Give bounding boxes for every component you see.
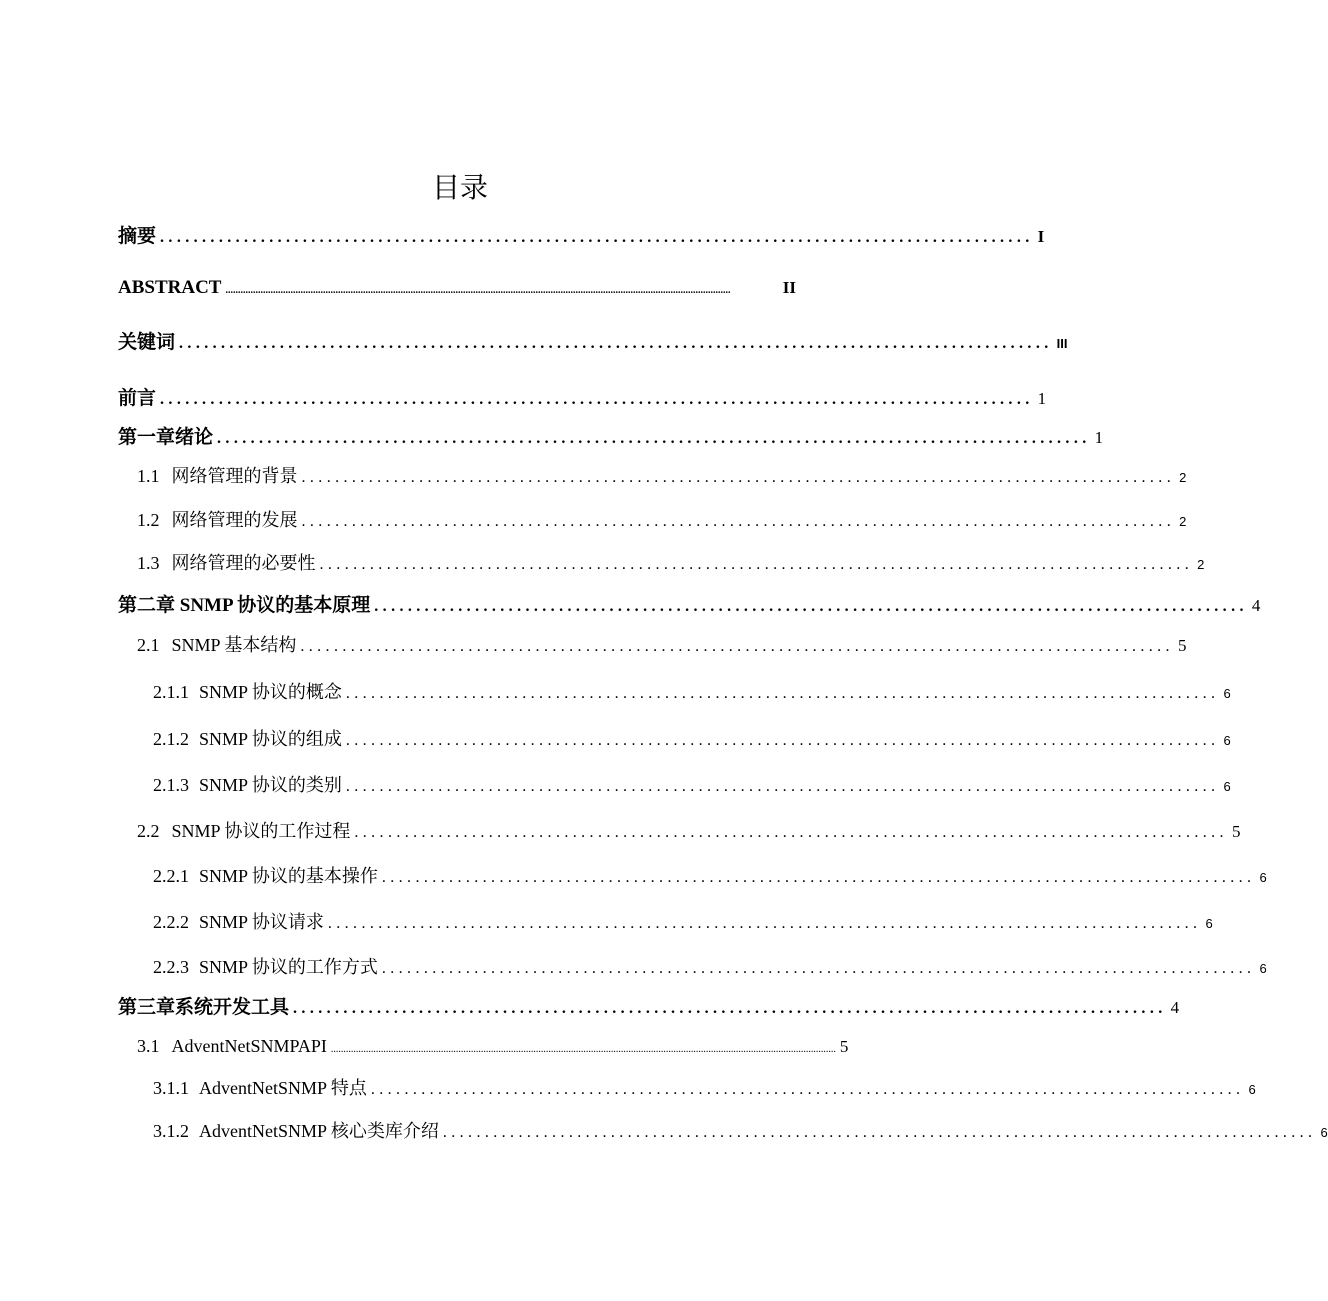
- dot-leader: ........................................................................................................: [300, 638, 1174, 655]
- toc-entry-page: 5: [1177, 636, 1187, 655]
- dot-leader: ........................................................................................................: [327, 915, 1202, 932]
- toc-entry-label: SNMP 协议的组成: [199, 729, 342, 749]
- dot-leader: ........................................................................................................: [354, 824, 1228, 841]
- toc-entry-number: 1.3: [137, 553, 160, 573]
- toc-entry-label: AdventNetSNMPAPI: [171, 1036, 327, 1056]
- toc-entry-label: 网络管理的必要性: [171, 553, 316, 573]
- toc-entry-number: 2.1.3: [153, 775, 189, 795]
- toc-entry-keywords[interactable]: [118, 330, 1068, 357]
- toc-entry-2-2[interactable]: [137, 818, 1241, 846]
- toc-entry-preface[interactable]: [118, 386, 1047, 413]
- toc-entry-number: 2.2.3: [153, 957, 189, 977]
- toc-entry-page: II: [782, 278, 796, 297]
- toc-entry-label: SNMP 协议的工作过程: [171, 821, 351, 841]
- dot-leader: ........................................................................................................: [293, 1000, 1167, 1017]
- toc-entry-abstract-en[interactable]: [118, 275, 796, 304]
- dot-leader: ........................................................................................................: [319, 556, 1194, 573]
- toc-entry-number: 2.2.1: [153, 866, 189, 886]
- toc-entry-label: SNMP 协议的概念: [199, 682, 342, 702]
- toc-entry-page: 4: [1170, 998, 1180, 1017]
- toc-entry-page: 1: [1094, 428, 1104, 447]
- toc-entry-chapter-3[interactable]: [118, 995, 1180, 1022]
- toc-entry-1-2[interactable]: [137, 507, 1187, 535]
- toc-entry-number: 3.1: [137, 1036, 160, 1056]
- toc-entry-2-1-1[interactable]: [153, 679, 1231, 707]
- toc-entry-number: 3.1.1: [153, 1078, 189, 1098]
- toc-entry-label: SNMP 协议的工作方式: [199, 957, 378, 977]
- toc-entry-3-1-1[interactable]: [153, 1075, 1256, 1103]
- dot-leader: ........................................................................................................: [345, 732, 1220, 749]
- dot-leader: ........................................................................................................: [217, 430, 1091, 447]
- toc-entry-page: 5: [1231, 822, 1241, 841]
- toc-entry-number: 1.2: [137, 510, 160, 530]
- dot-leader: ..........................................................................................................................................................................................................: [225, 285, 731, 296]
- toc-entry-label: 第三章系统开发工具: [118, 997, 290, 1018]
- toc-entry-page: III: [1056, 336, 1068, 351]
- toc-entry-chapter-1[interactable]: [118, 425, 1104, 452]
- dot-leader: ........................................................................................................: [370, 1081, 1245, 1098]
- dot-leader: ........................................................................................................: [301, 513, 1176, 530]
- toc-entry-page: 6: [1259, 961, 1267, 976]
- dot-leader: ........................................................................................................: [442, 1124, 1317, 1141]
- toc-entry-2-1-3[interactable]: [153, 772, 1231, 800]
- toc-entry-2-1-2[interactable]: [153, 726, 1231, 754]
- toc-entry-label: AdventNetSNMP 特点: [199, 1078, 367, 1098]
- toc-entry-page: 6: [1320, 1125, 1328, 1140]
- dot-leader: ..........................................................................................................................................................................................................: [330, 1044, 836, 1055]
- toc-entry-label: 前言: [118, 388, 157, 409]
- toc-entry-label: 摘要: [118, 226, 157, 247]
- toc-entry-1-3[interactable]: [137, 550, 1205, 578]
- toc-entry-number: 2.1: [137, 635, 160, 655]
- dot-leader: ........................................................................................................: [160, 229, 1034, 246]
- toc-entry-page: 6: [1205, 916, 1213, 931]
- dot-leader: ........................................................................................................: [345, 778, 1220, 795]
- toc-entry-label: 关键词: [118, 332, 176, 353]
- toc-entry-label: SNMP 协议的类别: [199, 775, 342, 795]
- toc-entry-page: 2: [1179, 470, 1187, 485]
- toc-entry-page: 6: [1223, 779, 1231, 794]
- toc-entry-2-2-2[interactable]: [153, 909, 1213, 937]
- toc-entry-number: 1.1: [137, 466, 160, 486]
- toc-entry-label: 网络管理的背景: [171, 466, 298, 486]
- toc-entry-page: 6: [1223, 686, 1231, 701]
- toc-entry-page: 2: [1197, 557, 1205, 572]
- toc-entry-2-2-1[interactable]: [153, 863, 1267, 891]
- toc-entry-3-1-2[interactable]: [153, 1118, 1328, 1146]
- toc-entry-number: 2.2.2: [153, 912, 189, 932]
- dot-leader: ........................................................................................................: [179, 335, 1053, 352]
- toc-entry-page: I: [1037, 227, 1045, 246]
- toc-entry-page: 6: [1259, 870, 1267, 885]
- toc-entry-page: 4: [1251, 596, 1261, 615]
- toc-entry-label: AdventNetSNMP 核心类库介绍: [199, 1121, 439, 1141]
- toc-entry-number: 2.2: [137, 821, 160, 841]
- toc-entry-number: 3.1.2: [153, 1121, 189, 1141]
- toc-entry-page: 6: [1223, 733, 1231, 748]
- toc-entry-label: SNMP 协议的基本操作: [199, 866, 378, 886]
- toc-entry-page: 2: [1179, 514, 1187, 529]
- toc-entry-page: 1: [1037, 389, 1047, 408]
- toc-entry-label: SNMP 协议请求: [199, 912, 324, 932]
- page-title: 目录: [431, 171, 488, 204]
- toc-entry-3-1[interactable]: [137, 1033, 849, 1063]
- toc-entry-2-1[interactable]: [137, 632, 1187, 660]
- toc-entry-label: 网络管理的发展: [171, 510, 298, 530]
- dot-leader: ........................................................................................................: [381, 960, 1256, 977]
- toc-entry-2-2-3[interactable]: [153, 954, 1267, 982]
- dot-leader: ........................................................................................................: [345, 685, 1220, 702]
- toc-entry-number: 2.1.1: [153, 682, 189, 702]
- toc-entry-label: 第二章 SNMP 协议的基本原理: [118, 595, 371, 616]
- toc-entry-page: 5: [839, 1037, 849, 1056]
- dot-leader: ........................................................................................................: [381, 869, 1256, 886]
- dot-leader: ........................................................................................................: [374, 598, 1248, 615]
- toc-entry-label: SNMP 基本结构: [171, 635, 297, 655]
- dot-leader: ........................................................................................................: [160, 391, 1034, 408]
- toc-entry-page: 6: [1248, 1082, 1256, 1097]
- toc-entry-abstract-cn[interactable]: [118, 224, 1045, 251]
- toc-entry-label: 第一章绪论: [118, 427, 214, 448]
- toc-entry-label: ABSTRACT: [118, 277, 222, 298]
- toc-entry-number: 2.1.2: [153, 729, 189, 749]
- dot-leader: ........................................................................................................: [301, 469, 1176, 486]
- toc-entry-chapter-2[interactable]: [118, 593, 1261, 620]
- toc-entry-1-1[interactable]: [137, 463, 1187, 491]
